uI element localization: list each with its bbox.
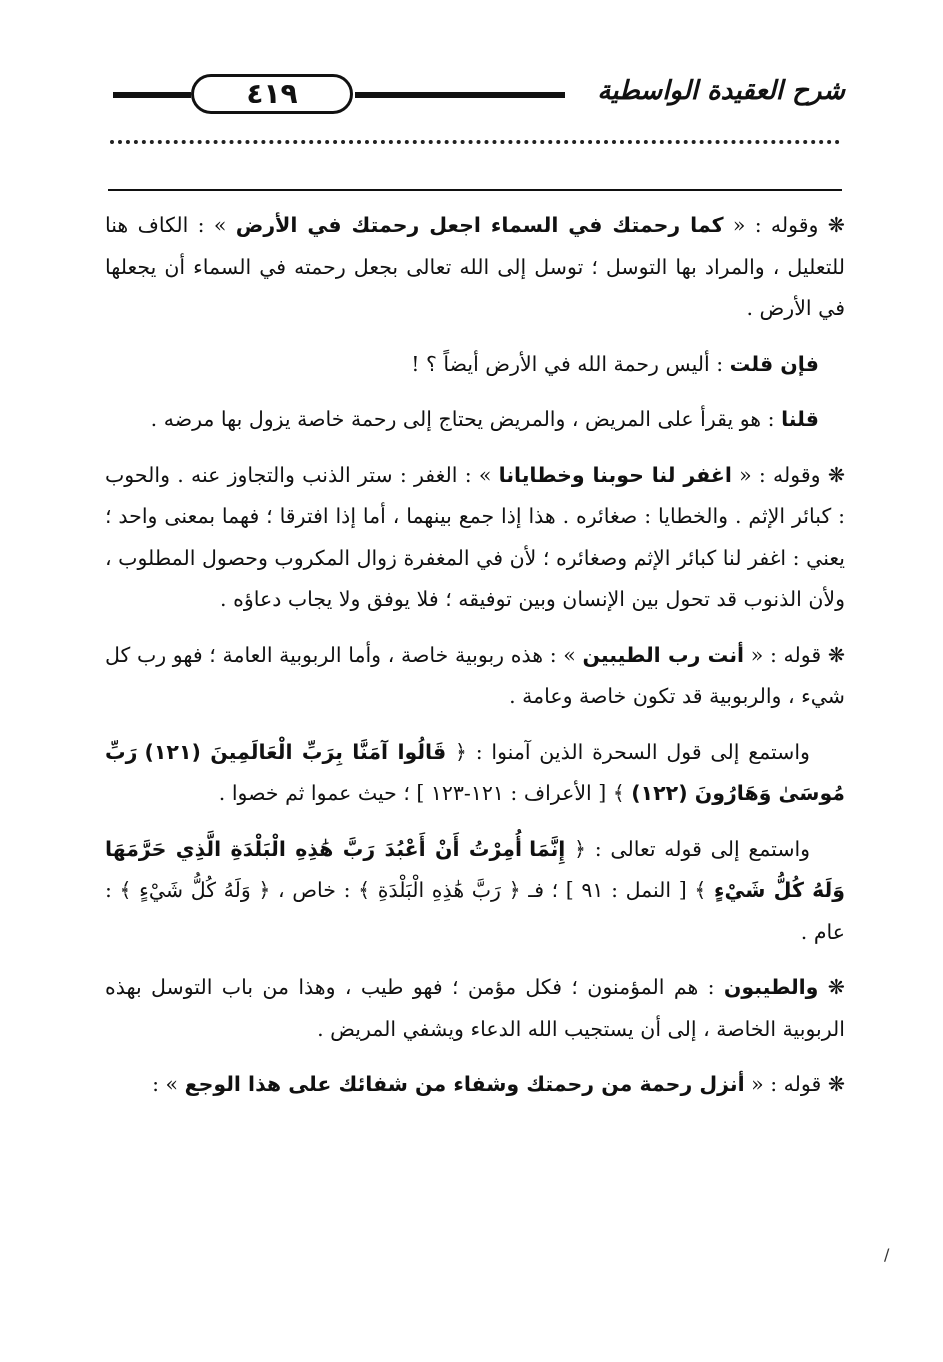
quoted-text: أنت رب الطيبين [582,642,745,667]
body-text [105,205,845,1120]
bullet-mark: ❋ [827,213,845,237]
paragraph: واستمع إلى قول السحرة الذين آمنوا : ﴿ قَالُوا آمَنَّا بِرَبِّ الْعَالَمِينَ (١٢١) رَبِّ مُوسَىٰ وَهَارُونَ (١٢٢) ﴾ [ الأعراف : ١٢١-١٢٣ ] ؛ حيث عموا ثم خصوا . [105,739,845,805]
page-header [105,70,845,120]
bullet-mark: ❋ [827,462,846,487]
paragraph: ❋ والطيبون : هم المؤمنون ؛ فكل مؤمن ؛ فهو طيب ، وهذا من باب التوسل بهذه الربوبية الخاصة ، إلى أن يستجيب الله الدعاء ويشفي المريض . [105,975,845,1041]
quoted-text: اغفر لنا حوبنا وخطايانا [498,462,732,487]
quoted-text: أنزل رحمة من رحمتك وشفاء من شفائك على هذا الوجع [184,1072,745,1096]
quoted-text: كما رحمتك في السماء اجعل رحمتك في الأرض [235,213,724,237]
header-rule-middle [355,92,565,98]
bullet-mark: ❋ [827,642,845,667]
paragraph: ❋ وقوله : « كما رحمتك في السماء اجعل رحمتك في الأرض » : الكاف هنا للتعليل ، والمراد بها التوسل ؛ توسل إلى الله تعالى بجعل رحمته في السماء أن يجعلها في الأرض . [105,213,845,320]
paragraph: ❋ قوله : « أنت رب الطيبين » : هذه ربوبية خاصة ، وأما الربوبية العامة ؛ فهو رب كل شيء ، والربوبية قد تكون خاصة وعامة . [105,642,845,708]
lead-word: والطيبون [723,975,819,999]
bullet-mark: ❋ [827,1072,845,1096]
header-rule-left [113,92,191,98]
paragraph: ❋ وقوله : « اغفر لنا حوبنا وخطايانا » : الغفر : ستر الذنب والتجاوز عنه . والحوب : كبائر الإثم . والخطايا : صغائره . هذا إذا جمع بينهما ، أما إذا افترقا ؛ فهما بمعنى واحد ؛ يعني : اغفر لنا كبائر الإثم وصغائره ؛ لأن في المغفرة زوال المكروب وحصول المطلوب ، ولأن الذنوب قد تحول بين الإنسان وبين توفيقه ؛ فلا يوفق ولا يجاب دعاؤه . [105,462,846,611]
dotted-separator [110,140,840,144]
paragraph: واستمع إلى قوله تعالى : ﴿ إِنَّمَا أُمِرْتُ أَنْ أَعْبُدَ رَبَّ هَٰذِهِ الْبَلْدَةِ الَّذِي حَرَّمَهَا وَلَهُ كُلُّ شَيْءٍ ﴾ [ النمل : ٩١ ] ؛ فـ ﴿ رَبَّ هَٰذِهِ الْبَلْدَةِ ﴾ : خاص ، ﴿ وَلَهُ كُلُّ شَيْءٍ ﴾ : عام . [105,836,845,944]
quran-verse: إِنَّمَا أُمِرْتُ أَنْ أَعْبُدَ رَبَّ هَٰذِهِ الْبَلْدَةِ الَّذِي حَرَّمَهَا وَلَهُ كُلُّ شَيْءٍ [105,836,845,902]
margin-mark: / [884,1245,890,1264]
lead-word: فإن قلت [729,351,819,376]
paragraph: قلنا : هو يقرأ على المريض ، والمريض يحتاج إلى رحمة خاصة يزول بها مرضه . [150,407,819,431]
book-title: شرح العقيدة الواسطية [597,76,845,106]
page-number: ٤١٩ [191,74,353,114]
paragraph: ❋ قوله : « أنزل رحمة من رحمتك وشفاء من شفائك على هذا الوجع » : [152,1072,845,1096]
bullet-mark: ❋ [827,975,845,999]
paragraph: فإن قلت : أليس رحمة الله في الأرض أيضاً ؟ ! [411,351,819,376]
lead-word: قلنا [781,407,819,431]
header-divider [108,189,842,191]
quran-verse: قَالُوا آمَنَّا بِرَبِّ الْعَالَمِينَ (١٢١) رَبِّ مُوسَىٰ وَهَارُونَ (١٢٢) [105,739,845,805]
